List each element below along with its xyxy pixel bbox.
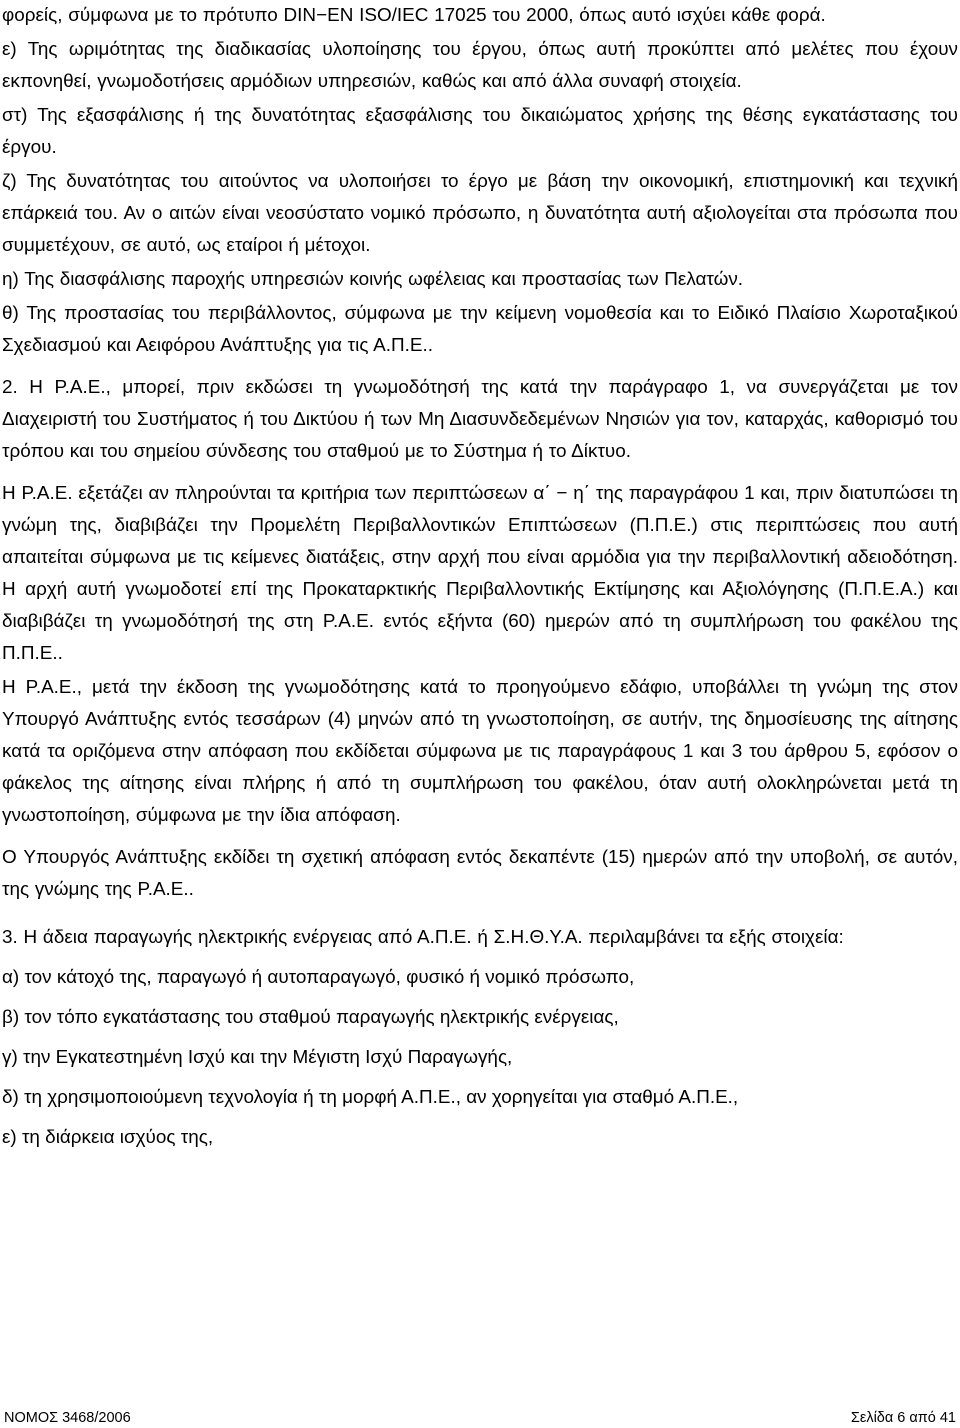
paragraph-case-z: ζ) Της δυνατότητας του αιτούντος να υλοποιήσει το έργο με βάση την οικονομική, επιστημονική και τεχνική επάρκειά του. Αν ο αιτών είναι νεοσύστατο νομικό πρόσωπο, η δυνατότητα αυτή αξιολογείται στα πρόσωπα που συμμετέχουν, σε αυτό, ως εταίροι ή μέτοχοι. [2, 171, 958, 256]
page-footer [4, 1408, 956, 1428]
paragraph-case-st: στ) Της εξασφάλισης ή της δυνατότητας εξασφάλισης του δικαιώματος χρήσης της θέσης εγκατάστασης του έργου. [2, 105, 958, 158]
paragraph-case-h: η) Της διασφάλισης παροχής υπηρεσιών κοινής ωφέλειας και προστασίας των Πελατών. [2, 269, 744, 290]
paragraph-section-2: 2. Η Ρ.Α.Ε., μπορεί, πριν εκδώσει τη γνωμοδότησή της κατά την παράγραφο 1, να συνεργάζεται με τον Διαχειριστή του Συστήματος ή του Δικτύου ή των Μη Διασυνδεδεμένων Νησιών για τον, καταρχάς, καθορισμό του τρόπου και του σημείου σύνδεσης του σταθμού με το Σύστημα ή το Δίκτυο. [2, 377, 958, 462]
list-item: γ) την Εγκατεστημένη Ισχύ και την Μέγιστη Ισχύ Παραγωγής, [2, 1047, 513, 1068]
paragraph-section-3: 3. Η άδεια παραγωγής ηλεκτρικής ενέργειας από Α.Π.Ε. ή Σ.Η.Θ.Υ.Α. περιλαμβάνει τα εξής στοιχεία: [2, 927, 844, 948]
paragraph-case-e: ε) Της ωριμότητας της διαδικασίας υλοποίησης του έργου, όπως αυτή προκύπτει από μελέτες που έχουν εκπονηθεί, γνωμοδοτήσεις αρμόδιων υπηρεσιών, καθώς και από άλλα συναφή στοιχεία. [2, 39, 958, 92]
paragraph-continuation: φορείς, σύμφωνα με το πρότυπο DIN−EN ISO/IEC 17025 του 2000, όπως αυτό ισχύει κάθε φορά. [2, 5, 826, 26]
footer-page-number: Σελίδα 6 από 41 [850, 1410, 956, 1426]
list-item: α) τον κάτοχό της, παραγωγό ή αυτοπαραγωγό, φυσικό ή νομικό πρόσωπο, [2, 967, 635, 988]
paragraph-rae-opinion: Η Ρ.Α.Ε., μετά την έκδοση της γνωμοδότησης κατά το προηγούμενο εδάφιο, υποβάλλει τη γνώμη της στον Υπουργό Ανάπτυξης εντός τεσσάρων (4) μηνών από τη γνωστοποίηση, σε αυτήν, της δημοσίευσης της αίτησης κατά τα οριζόμενα στην απόφαση που εκδίδεται σύμφωνα με τις παραγράφους 1 και 3 του άρθρου 5, εφόσον ο φάκελος της αίτησης είναι πλήρης ή από τη συμπλήρωση του φακέλου, όταν αυτή ολοκληρώνεται μετά τη γνωστοποίηση, σύμφωνα με την ίδια απόφαση. [2, 677, 958, 826]
paragraph-minister-decision: Ο Υπουργός Ανάπτυξης εκδίδει τη σχετική απόφαση εντός δεκαπέντε (15) ημερών από την υποβολή, σε αυτόν, της γνώμης της Ρ.Α.Ε.. [2, 847, 958, 900]
list-item: ε) τη διάρκεια ισχύος της, [2, 1127, 214, 1148]
list-item: β) τον τόπο εγκατάστασης του σταθμού παραγωγής ηλεκτρικής ενέργειας, [2, 1007, 619, 1028]
list-item: δ) τη χρησιμοποιούμενη τεχνολογία ή τη μορφή Α.Π.Ε., αν χορηγείται για σταθμό Α.Π.Ε., [2, 1087, 739, 1108]
paragraph-rae-review: Η Ρ.Α.Ε. εξετάζει αν πληρούνται τα κριτήρια των περιπτώσεων α΄ − η΄ της παραγράφου 1 και, πριν διατυπώσει τη γνώμη της, διαβιβάζει την Προμελέτη Περιβαλλοντικών Επιπτώσεων (Π.Π.Ε.) στις περιπτώσεις που αυτή απαιτείται σύμφωνα με τις κείμενες διατάξεις, στην αρχή που είναι αρμόδια για την περιβαλλοντική αδειοδότηση. Η αρχή αυτή γνωμοδοτεί επί της Προκαταρκτικής Περιβαλλοντικής Εκτίμησης και Αξιολόγησης (Π.Π.Ε.Α.) και διαβιβάζει τη γνωμοδότησή της στη Ρ.Α.Ε. εντός εξήντα (60) ημερών από τη συμπλήρωση του φακέλου της Π.Π.Ε.. [2, 483, 958, 664]
document-body [2, 0, 958, 1154]
footer-law-title: ΝΟΜΟΣ 3468/2006 [4, 1410, 131, 1426]
paragraph-case-th: θ) Της προστασίας του περιβάλλοντος, σύμφωνα με την κείμενη νομοθεσία και το Ειδικό Πλαίσιο Χωροταξικού Σχεδιασμού και Αειφόρου Ανάπτυξης για τις Α.Π.Ε.. [2, 303, 958, 356]
